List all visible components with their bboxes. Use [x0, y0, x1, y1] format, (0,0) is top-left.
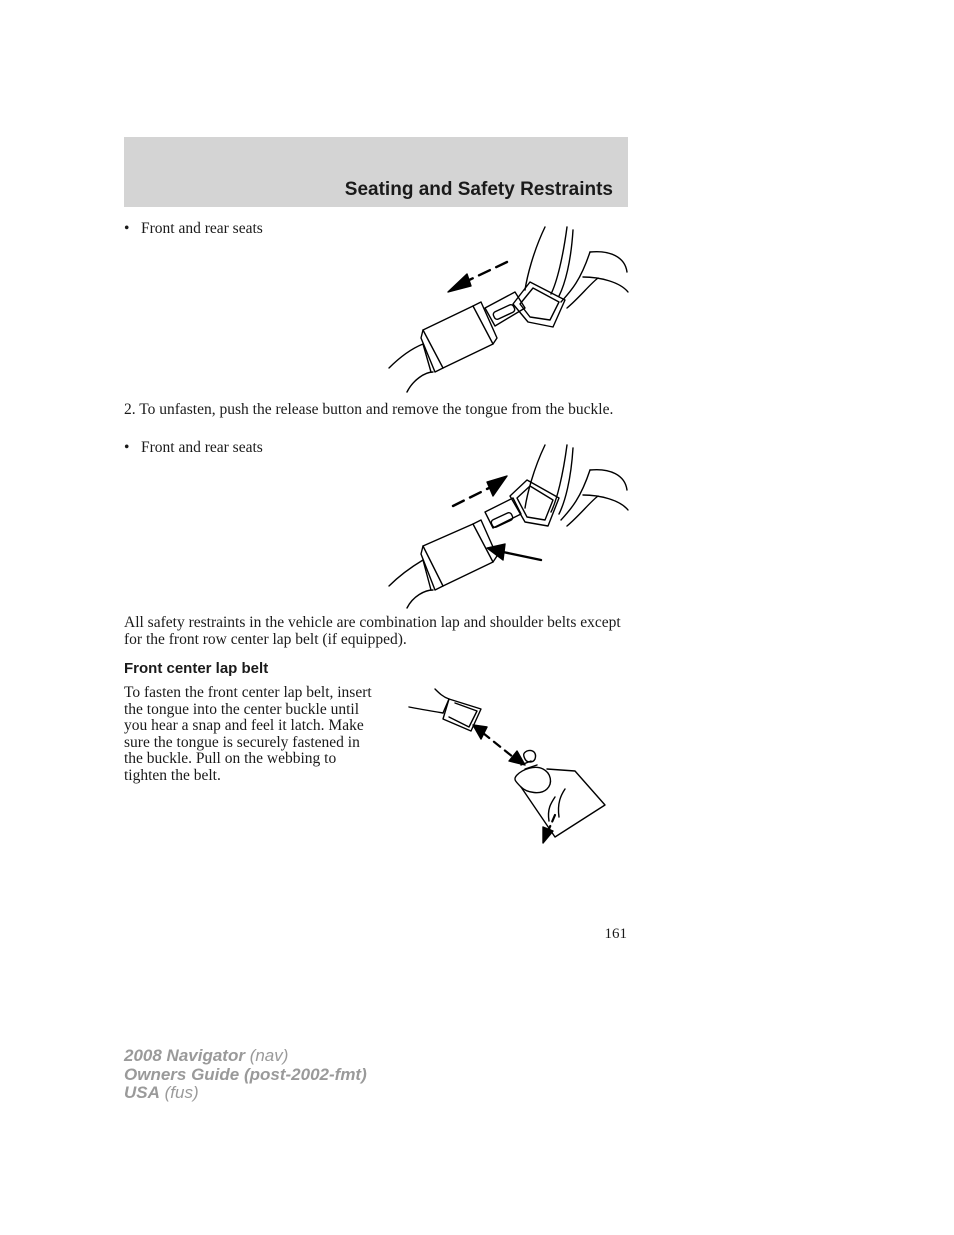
bullet-text: Front and rear seats [141, 439, 263, 456]
lap-belt-paragraph: To fasten the front center lap belt, insert the tongue into the center buckle until you hear a snap and feel it latch. Make sure the tongue is securely fastened in the buckle. Pull on the webbing to tighten the belt. [124, 684, 372, 784]
section-header [124, 137, 628, 207]
belt-unfasten-illustration [385, 440, 630, 610]
combination-belts-paragraph: All safety restraints in the vehicle are combination lap and shoulder belts except for the front row center lap belt (if equipped). [124, 614, 621, 648]
footer-model-code: (nav) [249, 1046, 289, 1065]
center-lap-belt-illustration [405, 685, 615, 850]
lap-belt-subheading: Front center lap belt [124, 660, 269, 677]
footer-market-code: (fus) [164, 1083, 199, 1102]
bullet-item [124, 440, 263, 457]
footer-model: 2008 Navigator [124, 1046, 245, 1065]
bullet-text: Front and rear seats [141, 220, 263, 237]
belt-fasten-illustration [385, 222, 630, 394]
footer-guide: Owners Guide (post-2002-fmt) [124, 1064, 367, 1084]
bullet-item [124, 221, 263, 238]
document-footer [124, 1047, 367, 1103]
section-title: Seating and Safety Restraints [344, 179, 613, 200]
footer-line-2 [124, 1066, 367, 1085]
footer-market: USA [124, 1083, 160, 1102]
page-number: 161 [604, 926, 627, 942]
footer-line-3 [124, 1084, 367, 1103]
bullet-dot: • [124, 439, 130, 456]
bullet-dot: • [124, 220, 130, 237]
unfasten-paragraph: 2. To unfasten, push the release button and remove the tongue from the buckle. [124, 401, 614, 418]
footer-line-1 [124, 1047, 367, 1066]
